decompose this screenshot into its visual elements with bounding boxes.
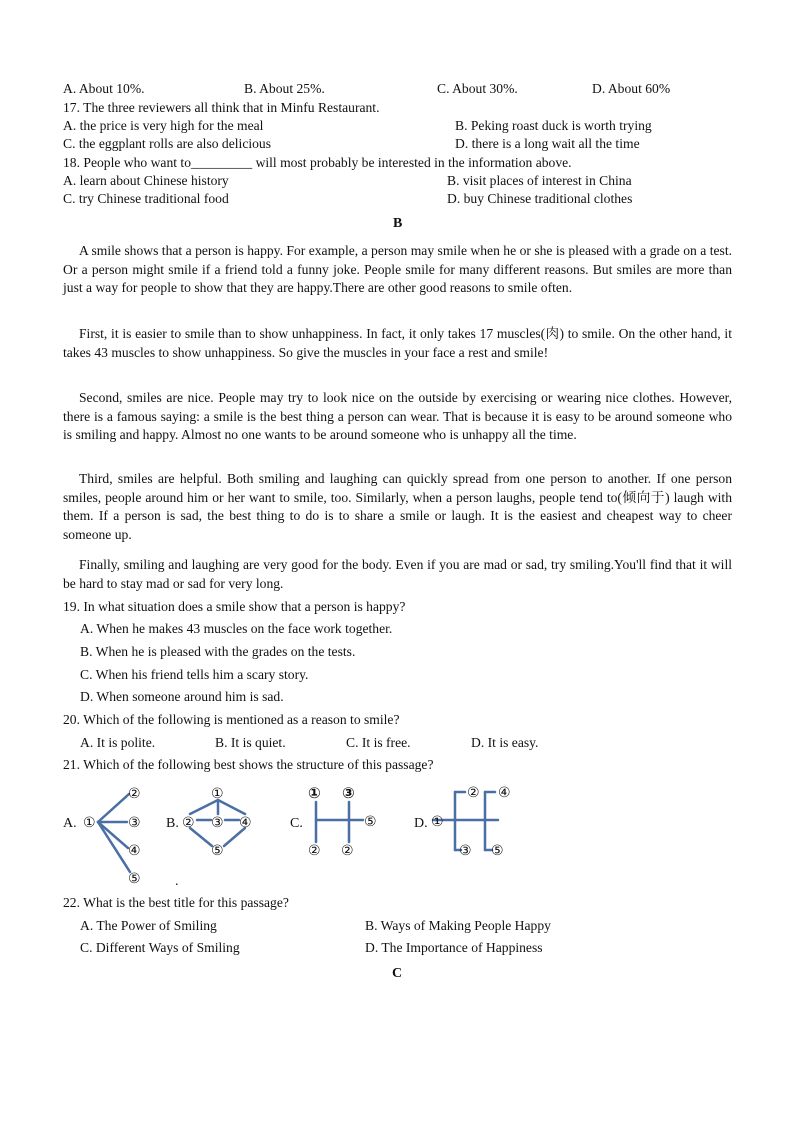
q19-option-c: C. When his friend tells him a scary story. [80,667,309,682]
q22-option-c: C. Different Ways of Smiling [80,940,240,955]
q18-stem: 18. People who want to_________ will most probably be interested in the information above. [63,155,572,170]
q19-option-d: D. When someone around him is sad. [80,689,284,704]
passage-paragraph-5: Finally, smiling and laughing are very good for the body. Even if you are mad or sad, try smiling.You'll find that it will be hard to stay mad or sad for very long. [63,557,732,591]
diagram-c-node-1: ① [308,784,321,802]
diagram-b-edge-1-4 [218,800,245,814]
q19-stem: 19. In what situation does a smile show that a person is happy? [63,599,406,614]
q20-stem: 20. Which of the following is mentioned as a reason to smile? [63,712,400,727]
q20-option-b: B. It is quiet. [215,735,286,750]
diagram-c-node-3: ③ [342,784,355,802]
q17-option-d: D. there is a long wait all the time [455,136,640,151]
section-b-heading: B [393,216,403,231]
diagram-a-node-4: ④ [128,843,141,859]
q17-stem: 17. The three reviewers all think that in Minfu Restaurant. [63,100,380,115]
section-c-heading: C [392,966,403,981]
q20-option-d: D. It is easy. [471,735,539,750]
q16-option-b: B. About 25%. [244,81,325,96]
diagram-c-node-5: ⑤ [364,814,377,830]
q22-option-d: D. The Importance of Happiness [365,940,543,955]
q16-option-d: D. About 60% [592,81,671,96]
q20-option-a: A. It is polite. [80,735,156,750]
q21-label-d: D. [414,816,428,831]
diagram-b-node-5: ⑤ [211,843,224,859]
q21-label-c: C. [290,816,303,831]
stray-dot: . [175,874,179,889]
diagram-d-node-1: ① [431,814,444,830]
diagram-d-node-2: ② [467,785,480,801]
q19-option-a: A. When he makes 43 muscles on the face work together. [80,621,393,636]
q18-option-d: D. buy Chinese traditional clothes [447,191,633,206]
diagram-a-node-5: ⑤ [128,871,141,887]
diagram-a-node-2: ② [128,786,141,802]
q22-option-b: B. Ways of Making People Happy [365,918,551,933]
q17-option-a: A. the price is very high for the meal [63,118,264,133]
diagram-b-node-2: ② [182,815,195,831]
diagram-b-edge-1-2 [190,800,218,814]
q17-option-c: C. the eggplant rolls are also delicious [63,136,272,151]
diagram-a-branch-2 [98,794,129,822]
diagram-a-node-1: ① [83,815,96,831]
q20-option-c: C. It is free. [346,735,411,750]
q22-option-a: A. The Power of Smiling [80,918,217,933]
diagram-c-node-2b: ② [341,843,354,859]
diagram-b-node-1: ① [211,786,224,802]
q18-option-b: B. visit places of interest in China [447,173,632,188]
diagram-d-node-3: ③ [459,843,472,859]
q16-option-a: A. About 10%. [63,81,145,96]
diagram-c-node-2a: ② [308,843,321,859]
q21-label-b: B. [166,816,179,831]
q18-option-a: A. learn about Chinese history [63,173,229,188]
passage-paragraph-2: First, it is easier to smile than to show unhappiness. In fact, it only takes 17 muscles(肉) to smile. On the other hand, it takes 43 muscles to show unhappiness. So give the muscles in your face a rest and smile! [63,326,732,360]
passage-paragraph-4: Third, smiles are helpful. Both smiling and laughing can quickly spread from one person to another. If one person smiles, people around him or her want to smile, too. Similarly, when a person laughs, people tend to(倾向于) laugh with them. If a person is sad, the best thing to do is to share a smile or laugh. It is the easiest and cheapest way to cheer someone up. [63,471,732,542]
diagram-d-node-4: ④ [498,785,511,801]
passage-paragraph-3: Second, smiles are nice. People may try to look nice on the outside by exercising or wearing nice clothes. However, there is a famous saying: a smile is the best thing a person can wear. That is because it is easy to be around someone who is smiling and happy. Almost no one wants to be around someone who is unhappy all the time. [63,390,732,443]
q22-stem: 22. What is the best title for this passage? [63,895,289,910]
q21-label-a: A. [63,816,77,831]
passage-paragraph-1: A smile shows that a person is happy. For example, a person may smile when he or she is pleased with a grade on a test. Or a person might smile if a friend told a funny joke. People smile for many different reasons. But smiles are more than just a way for people to show that they are happy.There are other good reasons to smile often. [63,243,732,296]
q21-stem: 21. Which of the following best shows the structure of this passage? [63,757,434,772]
q18-option-c: C. try Chinese traditional food [63,191,229,206]
q17-option-b: B. Peking roast duck is worth trying [455,118,652,133]
q16-option-c: C. About 30%. [437,81,518,96]
diagram-b-node-4: ④ [239,815,252,831]
diagram-a-node-3: ③ [128,815,141,831]
diagram-b-node-3: ③ [211,815,224,831]
diagram-d-node-5: ⑤ [491,843,504,859]
q19-option-b: B. When he is pleased with the grades on the tests. [80,644,356,659]
